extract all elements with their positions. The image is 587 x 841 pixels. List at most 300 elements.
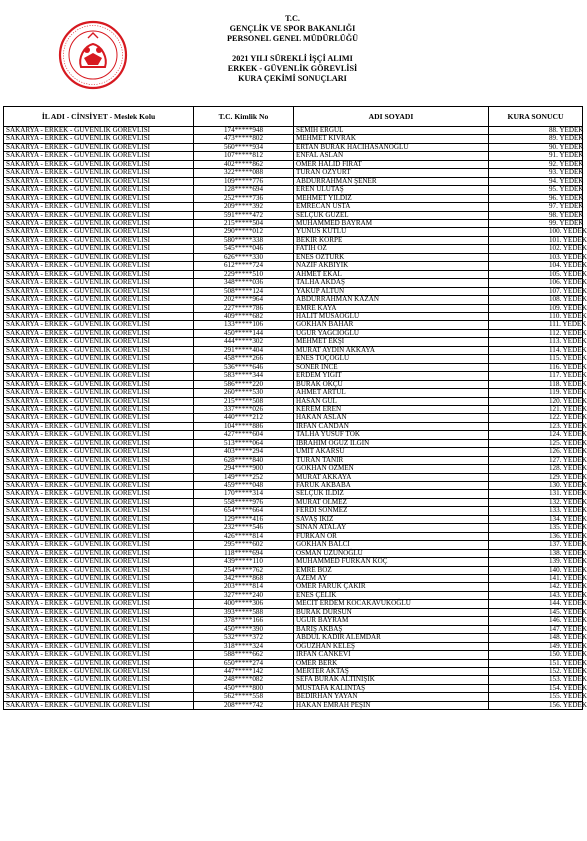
cell-location: SAKARYA - ERKEK - GÜVENLİK GÖREVLİSİ <box>4 211 194 219</box>
cell-location: SAKARYA - ERKEK - GÜVENLİK GÖREVLİSİ <box>4 262 194 270</box>
column-header-id: T.C. Kimlik No <box>194 107 294 127</box>
cell-id-number: 248*****082 <box>194 676 294 684</box>
header-titles <box>180 14 405 84</box>
cell-id-number: 393*****588 <box>194 608 294 616</box>
cell-draw-result: 152. YEDEK <box>489 668 583 676</box>
cell-location: SAKARYA - ERKEK - GÜVENLİK GÖREVLİSİ <box>4 541 194 549</box>
cell-location: SAKARYA - ERKEK - GÜVENLİK GÖREVLİSİ <box>4 473 194 481</box>
cell-full-name: TURAN TANIR <box>294 456 489 464</box>
cell-id-number: 562*****558 <box>194 693 294 701</box>
cell-draw-result: 123. YEDEK <box>489 422 583 430</box>
cell-draw-result: 128. YEDEK <box>489 465 583 473</box>
table-row <box>4 262 583 270</box>
cell-location: SAKARYA - ERKEK - GÜVENLİK GÖREVLİSİ <box>4 515 194 523</box>
table-row <box>4 355 583 363</box>
cell-draw-result: 95. YEDEK <box>489 186 583 194</box>
cell-location: SAKARYA - ERKEK - GÜVENLİK GÖREVLİSİ <box>4 566 194 574</box>
cell-draw-result: 102. YEDEK <box>489 245 583 253</box>
table-row <box>4 431 583 439</box>
document-header <box>0 0 585 100</box>
cell-location: SAKARYA - ERKEK - GÜVENLİK GÖREVLİSİ <box>4 236 194 244</box>
cell-id-number: 133*****106 <box>194 321 294 329</box>
cell-full-name: BEKİR KÖRPE <box>294 236 489 244</box>
table-row <box>4 296 583 304</box>
cell-location: SAKARYA - ERKEK - GÜVENLİK GÖREVLİSİ <box>4 160 194 168</box>
cell-location: SAKARYA - ERKEK - GÜVENLİK GÖREVLİSİ <box>4 287 194 295</box>
cell-draw-result: 126. YEDEK <box>489 448 583 456</box>
cell-full-name: MUHAMMED BAYRAM <box>294 219 489 227</box>
cell-location: SAKARYA - ERKEK - GÜVENLİK GÖREVLİSİ <box>4 575 194 583</box>
cell-id-number: 650*****274 <box>194 659 294 667</box>
cell-draw-result: 110. YEDEK <box>489 312 583 320</box>
cell-id-number: 583*****344 <box>194 372 294 380</box>
cell-full-name: AZEM AY <box>294 575 489 583</box>
cell-location: SAKARYA - ERKEK - GÜVENLİK GÖREVLİSİ <box>4 203 194 211</box>
cell-draw-result: 144. YEDEK <box>489 600 583 608</box>
cell-full-name: UĞUR YAĞCIOĞLU <box>294 329 489 337</box>
cell-full-name: MERTER AKTAŞ <box>294 668 489 676</box>
cell-id-number: 440*****212 <box>194 414 294 422</box>
cell-draw-result: 150. YEDEK <box>489 651 583 659</box>
cell-location: SAKARYA - ERKEK - GÜVENLİK GÖREVLİSİ <box>4 405 194 413</box>
cell-id-number: 588*****662 <box>194 651 294 659</box>
cell-draw-result: 124. YEDEK <box>489 431 583 439</box>
cell-location: SAKARYA - ERKEK - GÜVENLİK GÖREVLİSİ <box>4 583 194 591</box>
cell-full-name: FERDİ SÖNMEZ <box>294 507 489 515</box>
cell-location: SAKARYA - ERKEK - GÜVENLİK GÖREVLİSİ <box>4 219 194 227</box>
cell-full-name: ABDUL KADİR ALEMDAR <box>294 634 489 642</box>
cell-draw-result: 153. YEDEK <box>489 676 583 684</box>
cell-id-number: 203*****814 <box>194 583 294 591</box>
cell-location: SAKARYA - ERKEK - GÜVENLİK GÖREVLİSİ <box>4 177 194 185</box>
cell-draw-result: 96. YEDEK <box>489 194 583 202</box>
cell-full-name: GÖKHAN BAHAR <box>294 321 489 329</box>
cell-location: SAKARYA - ERKEK - GÜVENLİK GÖREVLİSİ <box>4 422 194 430</box>
cell-id-number: 591*****472 <box>194 211 294 219</box>
cell-id-number: 400*****306 <box>194 600 294 608</box>
cell-draw-result: 91. YEDEK <box>489 152 583 160</box>
cell-draw-result: 109. YEDEK <box>489 304 583 312</box>
cell-id-number: 439*****110 <box>194 558 294 566</box>
cell-draw-result: 146. YEDEK <box>489 617 583 625</box>
cell-location: SAKARYA - ERKEK - GÜVENLİK GÖREVLİSİ <box>4 380 194 388</box>
cell-draw-result: 99. YEDEK <box>489 219 583 227</box>
ministry-logo-icon <box>58 20 128 90</box>
cell-draw-result: 89. YEDEK <box>489 135 583 143</box>
cell-draw-result: 140. YEDEK <box>489 566 583 574</box>
table-body <box>4 126 587 710</box>
cell-full-name: YUNUS KUTLU <box>294 228 489 236</box>
cell-id-number: 447*****142 <box>194 668 294 676</box>
cell-id-number: 444*****302 <box>194 338 294 346</box>
results-table <box>3 106 587 710</box>
cell-full-name: EMRECAN USTA <box>294 203 489 211</box>
cell-draw-result: 151. YEDEK <box>489 659 583 667</box>
cell-location: SAKARYA - ERKEK - GÜVENLİK GÖREVLİSİ <box>4 270 194 278</box>
cell-id-number: 174*****948 <box>194 127 294 135</box>
cell-full-name: BURAK OKÇU <box>294 380 489 388</box>
cell-full-name: MURAT ÖLMEZ <box>294 498 489 506</box>
cell-location: SAKARYA - ERKEK - GÜVENLİK GÖREVLİSİ <box>4 389 194 397</box>
cell-full-name: MURAT AKKAYA <box>294 473 489 481</box>
cell-full-name: FURKAN ÖR <box>294 532 489 540</box>
cell-full-name: AHMET ARTUL <box>294 389 489 397</box>
cell-draw-result: 135. YEDEK <box>489 524 583 532</box>
cell-draw-result: 98. YEDEK <box>489 211 583 219</box>
cell-draw-result: 113. YEDEK <box>489 338 583 346</box>
cell-location: SAKARYA - ERKEK - GÜVENLİK GÖREVLİSİ <box>4 414 194 422</box>
cell-location: SAKARYA - ERKEK - GÜVENLİK GÖREVLİSİ <box>4 448 194 456</box>
cell-location: SAKARYA - ERKEK - GÜVENLİK GÖREVLİSİ <box>4 608 194 616</box>
cell-draw-result: 116. YEDEK <box>489 363 583 371</box>
cell-draw-result: 117. YEDEK <box>489 372 583 380</box>
cell-location: SAKARYA - ERKEK - GÜVENLİK GÖREVLİSİ <box>4 456 194 464</box>
cell-id-number: 118*****694 <box>194 549 294 557</box>
cell-location: SAKARYA - ERKEK - GÜVENLİK GÖREVLİSİ <box>4 397 194 405</box>
header-line: 2021 YILI SÜREKLİ İŞÇİ ALIMI <box>232 54 353 63</box>
cell-draw-result: 156. YEDEK <box>489 701 583 709</box>
cell-draw-result: 120. YEDEK <box>489 397 583 405</box>
cell-location: SAKARYA - ERKEK - GÜVENLİK GÖREVLİSİ <box>4 431 194 439</box>
cell-full-name: MECİT ERDEM KOCAKAVUKOĞLU <box>294 600 489 608</box>
cell-location: SAKARYA - ERKEK - GÜVENLİK GÖREVLİSİ <box>4 693 194 701</box>
cell-id-number: 532*****372 <box>194 634 294 642</box>
cell-id-number: 536*****646 <box>194 363 294 371</box>
cell-full-name: MEHMET EKŞİ <box>294 338 489 346</box>
cell-location: SAKARYA - ERKEK - GÜVENLİK GÖREVLİSİ <box>4 127 194 135</box>
cell-full-name: BARIŞ AKBAŞ <box>294 625 489 633</box>
cell-full-name: TURAN ÖZYURT <box>294 169 489 177</box>
cell-draw-result: 148. YEDEK <box>489 634 583 642</box>
table-row <box>4 279 583 287</box>
cell-location: SAKARYA - ERKEK - GÜVENLİK GÖREVLİSİ <box>4 507 194 515</box>
header-line: T.C. <box>285 14 300 23</box>
cell-full-name: SİNAN ATALAY <box>294 524 489 532</box>
cell-id-number: 202*****964 <box>194 296 294 304</box>
cell-id-number: 149*****252 <box>194 473 294 481</box>
cell-id-number: 107*****812 <box>194 152 294 160</box>
cell-full-name: UĞUR BAYRAM <box>294 617 489 625</box>
cell-id-number: 227*****786 <box>194 304 294 312</box>
cell-id-number: 291*****404 <box>194 346 294 354</box>
table-row <box>4 203 583 211</box>
cell-draw-result: 100. YEDEK <box>489 228 583 236</box>
cell-draw-result: 125. YEDEK <box>489 439 583 447</box>
cell-location: SAKARYA - ERKEK - GÜVENLİK GÖREVLİSİ <box>4 329 194 337</box>
cell-draw-result: 121. YEDEK <box>489 405 583 413</box>
table-row <box>4 541 583 549</box>
cell-full-name: BEDİRHAN YAYAN <box>294 693 489 701</box>
cell-full-name: ERTAN BURAK HACIHASANOĞLU <box>294 143 489 151</box>
cell-full-name: BURAK DURSUN <box>294 608 489 616</box>
cell-location: SAKARYA - ERKEK - GÜVENLİK GÖREVLİSİ <box>4 135 194 143</box>
table-row <box>4 558 583 566</box>
cell-draw-result: 130. YEDEK <box>489 482 583 490</box>
cell-draw-result: 149. YEDEK <box>489 642 583 650</box>
cell-id-number: 290*****012 <box>194 228 294 236</box>
cell-location: SAKARYA - ERKEK - GÜVENLİK GÖREVLİSİ <box>4 279 194 287</box>
table-row <box>4 448 583 456</box>
cell-full-name: GÖKHAN BALCI <box>294 541 489 549</box>
cell-id-number: 232*****546 <box>194 524 294 532</box>
cell-id-number: 254*****762 <box>194 566 294 574</box>
cell-full-name: TALHA YUSUF TOK <box>294 431 489 439</box>
cell-location: SAKARYA - ERKEK - GÜVENLİK GÖREVLİSİ <box>4 482 194 490</box>
cell-location: SAKARYA - ERKEK - GÜVENLİK GÖREVLİSİ <box>4 617 194 625</box>
header-line: ERKEK - GÜVENLİK GÖREVLİSİ <box>227 64 358 73</box>
cell-draw-result: 104. YEDEK <box>489 262 583 270</box>
cell-draw-result: 105. YEDEK <box>489 270 583 278</box>
cell-location: SAKARYA - ERKEK - GÜVENLİK GÖREVLİSİ <box>4 668 194 676</box>
cell-id-number: 215*****508 <box>194 397 294 405</box>
cell-draw-result: 141. YEDEK <box>489 575 583 583</box>
cell-draw-result: 142. YEDEK <box>489 583 583 591</box>
cell-id-number: 612*****724 <box>194 262 294 270</box>
cell-draw-result: 145. YEDEK <box>489 608 583 616</box>
table-row <box>4 169 583 177</box>
cell-id-number: 294*****900 <box>194 465 294 473</box>
cell-id-number: 170*****314 <box>194 490 294 498</box>
cell-full-name: EMRE KAYA <box>294 304 489 312</box>
cell-location: SAKARYA - ERKEK - GÜVENLİK GÖREVLİSİ <box>4 701 194 709</box>
cell-draw-result: 103. YEDEK <box>489 253 583 261</box>
cell-draw-result: 147. YEDEK <box>489 625 583 633</box>
cell-id-number: 450*****144 <box>194 329 294 337</box>
cell-full-name: ENES ÖZTÜRK <box>294 253 489 261</box>
cell-draw-result: 138. YEDEK <box>489 549 583 557</box>
cell-id-number: 208*****742 <box>194 701 294 709</box>
cell-location: SAKARYA - ERKEK - GÜVENLİK GÖREVLİSİ <box>4 372 194 380</box>
cell-draw-result: 94. YEDEK <box>489 177 583 185</box>
cell-location: SAKARYA - ERKEK - GÜVENLİK GÖREVLİSİ <box>4 312 194 320</box>
cell-location: SAKARYA - ERKEK - GÜVENLİK GÖREVLİSİ <box>4 558 194 566</box>
cell-draw-result: 154. YEDEK <box>489 684 583 692</box>
cell-draw-result: 139. YEDEK <box>489 558 583 566</box>
table-row <box>4 617 583 625</box>
cell-location: SAKARYA - ERKEK - GÜVENLİK GÖREVLİSİ <box>4 651 194 659</box>
cell-draw-result: 93. YEDEK <box>489 169 583 177</box>
cell-id-number: 508*****124 <box>194 287 294 295</box>
cell-location: SAKARYA - ERKEK - GÜVENLİK GÖREVLİSİ <box>4 143 194 151</box>
cell-full-name: MUHAMMED FURKAN KÖÇ <box>294 558 489 566</box>
cell-full-name: FATİH ÖZ <box>294 245 489 253</box>
cell-full-name: SELÇUK GÜZEL <box>294 211 489 219</box>
cell-draw-result: 112. YEDEK <box>489 329 583 337</box>
cell-location: SAKARYA - ERKEK - GÜVENLİK GÖREVLİSİ <box>4 321 194 329</box>
cell-full-name: SAVAŞ İKİZ <box>294 515 489 523</box>
cell-id-number: 409*****682 <box>194 312 294 320</box>
cell-full-name: ABDURRAHMAN ŞENER <box>294 177 489 185</box>
cell-full-name: SELÇUK İLDIZ <box>294 490 489 498</box>
cell-id-number: 295*****602 <box>194 541 294 549</box>
cell-location: SAKARYA - ERKEK - GÜVENLİK GÖREVLİSİ <box>4 659 194 667</box>
cell-location: SAKARYA - ERKEK - GÜVENLİK GÖREVLİSİ <box>4 600 194 608</box>
cell-location: SAKARYA - ERKEK - GÜVENLİK GÖREVLİSİ <box>4 490 194 498</box>
cell-draw-result: 118. YEDEK <box>489 380 583 388</box>
cell-full-name: MURAT AYDIN AKKAYA <box>294 346 489 354</box>
cell-draw-result: 97. YEDEK <box>489 203 583 211</box>
cell-full-name: MUSTAFA KALİNTAŞ <box>294 684 489 692</box>
cell-location: SAKARYA - ERKEK - GÜVENLİK GÖREVLİSİ <box>4 152 194 160</box>
cell-id-number: 348*****036 <box>194 279 294 287</box>
header-spacer <box>180 44 405 54</box>
cell-location: SAKARYA - ERKEK - GÜVENLİK GÖREVLİSİ <box>4 355 194 363</box>
cell-draw-result: 132. YEDEK <box>489 498 583 506</box>
cell-full-name: ABDURRAHMAN KAZAN <box>294 296 489 304</box>
cell-id-number: 322*****088 <box>194 169 294 177</box>
table-row <box>4 651 583 659</box>
cell-draw-result: 106. YEDEK <box>489 279 583 287</box>
cell-location: SAKARYA - ERKEK - GÜVENLİK GÖREVLİSİ <box>4 498 194 506</box>
cell-full-name: HAKAN EMRAH PEŞİN <box>294 701 489 709</box>
cell-full-name: SONER İNCE <box>294 363 489 371</box>
cell-id-number: 545*****046 <box>194 245 294 253</box>
table-row <box>4 338 583 346</box>
cell-draw-result: 133. YEDEK <box>489 507 583 515</box>
cell-full-name: ENES TOÇOĞLU <box>294 355 489 363</box>
cell-id-number: 513*****064 <box>194 439 294 447</box>
table-row <box>4 465 583 473</box>
cell-full-name: ÖMER FARUK ÇAKIR <box>294 583 489 591</box>
cell-location: SAKARYA - ERKEK - GÜVENLİK GÖREVLİSİ <box>4 642 194 650</box>
cell-location: SAKARYA - ERKEK - GÜVENLİK GÖREVLİSİ <box>4 439 194 447</box>
table-header-row <box>4 107 583 127</box>
cell-draw-result: 111. YEDEK <box>489 321 583 329</box>
cell-location: SAKARYA - ERKEK - GÜVENLİK GÖREVLİSİ <box>4 169 194 177</box>
table-row <box>4 524 583 532</box>
cell-id-number: 626*****330 <box>194 253 294 261</box>
cell-draw-result: 127. YEDEK <box>489 456 583 464</box>
cell-full-name: EMRE BOZ <box>294 566 489 574</box>
cell-full-name: EREN ULUTAŞ <box>294 186 489 194</box>
cell-draw-result: 136. YEDEK <box>489 532 583 540</box>
cell-draw-result: 90. YEDEK <box>489 143 583 151</box>
cell-location: SAKARYA - ERKEK - GÜVENLİK GÖREVLİSİ <box>4 684 194 692</box>
cell-draw-result: 107. YEDEK <box>489 287 583 295</box>
cell-id-number: 654*****664 <box>194 507 294 515</box>
cell-id-number: 209*****392 <box>194 203 294 211</box>
cell-id-number: 104*****886 <box>194 422 294 430</box>
cell-id-number: 586*****220 <box>194 380 294 388</box>
cell-full-name: İRFAN CANKEVİ <box>294 651 489 659</box>
cell-full-name: ÜMİT AKARSU <box>294 448 489 456</box>
cell-full-name: MEHMET YILDIZ <box>294 194 489 202</box>
cell-id-number: 558*****976 <box>194 498 294 506</box>
cell-id-number: 337*****026 <box>194 405 294 413</box>
cell-location: SAKARYA - ERKEK - GÜVENLİK GÖREVLİSİ <box>4 625 194 633</box>
cell-id-number: 129*****416 <box>194 515 294 523</box>
cell-full-name: MEHMET KIVRAK <box>294 135 489 143</box>
cell-id-number: 215*****504 <box>194 219 294 227</box>
cell-full-name: TALHA AKDAŞ <box>294 279 489 287</box>
cell-location: SAKARYA - ERKEK - GÜVENLİK GÖREVLİSİ <box>4 346 194 354</box>
column-header-result: KURA SONUCU <box>489 107 583 127</box>
cell-id-number: 327*****240 <box>194 591 294 599</box>
cell-draw-result: 114. YEDEK <box>489 346 583 354</box>
cell-draw-result: 88. YEDEK <box>489 127 583 135</box>
cell-draw-result: 143. YEDEK <box>489 591 583 599</box>
cell-location: SAKARYA - ERKEK - GÜVENLİK GÖREVLİSİ <box>4 524 194 532</box>
cell-draw-result: 134. YEDEK <box>489 515 583 523</box>
cell-full-name: OSMAN UZUNOĞLU <box>294 549 489 557</box>
cell-id-number: 260*****530 <box>194 389 294 397</box>
cell-id-number: 342*****868 <box>194 575 294 583</box>
cell-id-number: 628*****840 <box>194 456 294 464</box>
cell-full-name: ERDEM YİĞİT <box>294 372 489 380</box>
cell-location: SAKARYA - ERKEK - GÜVENLİK GÖREVLİSİ <box>4 186 194 194</box>
cell-full-name: FARUK AKBABA <box>294 482 489 490</box>
cell-id-number: 450*****800 <box>194 684 294 692</box>
cell-full-name: YAKUP ALTUN <box>294 287 489 295</box>
cell-full-name: KEREM EREN <box>294 405 489 413</box>
column-header-location: İL ADI - CİNSİYET - Meslek Kolu <box>4 107 194 127</box>
cell-full-name: SEMİH ERGÜL <box>294 127 489 135</box>
cell-id-number: 229*****510 <box>194 270 294 278</box>
cell-id-number: 473*****802 <box>194 135 294 143</box>
cell-full-name: ENES ÇELİK <box>294 591 489 599</box>
cell-full-name: AHMET EKAL <box>294 270 489 278</box>
cell-full-name: OĞUZHAN KELEŞ <box>294 642 489 650</box>
cell-full-name: İBRAHİM OĞUZ İLGİN <box>294 439 489 447</box>
header-line: PERSONEL GENEL MÜDÜRLÜĞÜ <box>226 34 359 43</box>
cell-location: SAKARYA - ERKEK - GÜVENLİK GÖREVLİSİ <box>4 245 194 253</box>
cell-location: SAKARYA - ERKEK - GÜVENLİK GÖREVLİSİ <box>4 465 194 473</box>
cell-location: SAKARYA - ERKEK - GÜVENLİK GÖREVLİSİ <box>4 549 194 557</box>
cell-draw-result: 137. YEDEK <box>489 541 583 549</box>
cell-draw-result: 108. YEDEK <box>489 296 583 304</box>
cell-location: SAKARYA - ERKEK - GÜVENLİK GÖREVLİSİ <box>4 304 194 312</box>
cell-id-number: 378*****166 <box>194 617 294 625</box>
cell-id-number: 459*****048 <box>194 482 294 490</box>
cell-location: SAKARYA - ERKEK - GÜVENLİK GÖREVLİSİ <box>4 363 194 371</box>
cell-location: SAKARYA - ERKEK - GÜVENLİK GÖREVLİSİ <box>4 253 194 261</box>
cell-draw-result: 129. YEDEK <box>489 473 583 481</box>
table-row <box>4 701 583 709</box>
cell-draw-result: 101. YEDEK <box>489 236 583 244</box>
cell-draw-result: 115. YEDEK <box>489 355 583 363</box>
cell-location: SAKARYA - ERKEK - GÜVENLİK GÖREVLİSİ <box>4 194 194 202</box>
cell-full-name: ÖMER BERK <box>294 659 489 667</box>
cell-id-number: 252*****736 <box>194 194 294 202</box>
cell-full-name: HASAN GÜL <box>294 397 489 405</box>
cell-location: SAKARYA - ERKEK - GÜVENLİK GÖREVLİSİ <box>4 338 194 346</box>
cell-draw-result: 155. YEDEK <box>489 693 583 701</box>
header-line: GENÇLİK VE SPOR BAKANLIĞI <box>229 24 356 33</box>
cell-full-name: ENFAL ASLAN <box>294 152 489 160</box>
cell-location: SAKARYA - ERKEK - GÜVENLİK GÖREVLİSİ <box>4 532 194 540</box>
cell-full-name: ÖMER HALİD FIRAT <box>294 160 489 168</box>
cell-draw-result: 119. YEDEK <box>489 389 583 397</box>
cell-draw-result: 131. YEDEK <box>489 490 583 498</box>
cell-id-number: 128*****694 <box>194 186 294 194</box>
table-row <box>4 634 583 642</box>
header-line: KURA ÇEKİMİ SONUÇLARI <box>238 74 347 83</box>
cell-draw-result: 92. YEDEK <box>489 160 583 168</box>
cell-id-number: 109*****776 <box>194 177 294 185</box>
cell-id-number: 560*****934 <box>194 143 294 151</box>
table-row <box>4 389 583 397</box>
cell-location: SAKARYA - ERKEK - GÜVENLİK GÖREVLİSİ <box>4 634 194 642</box>
cell-id-number: 318*****324 <box>194 642 294 650</box>
table-row <box>4 186 583 194</box>
cell-full-name: SEFA BURAK ALTINIŞIK <box>294 676 489 684</box>
column-header-name: ADI SOYADI <box>294 107 489 127</box>
cell-location: SAKARYA - ERKEK - GÜVENLİK GÖREVLİSİ <box>4 591 194 599</box>
cell-id-number: 426*****814 <box>194 532 294 540</box>
cell-location: SAKARYA - ERKEK - GÜVENLİK GÖREVLİSİ <box>4 676 194 684</box>
cell-full-name: HAKAN ASLAN <box>294 414 489 422</box>
cell-full-name: HALİT MUSAOĞLU <box>294 312 489 320</box>
